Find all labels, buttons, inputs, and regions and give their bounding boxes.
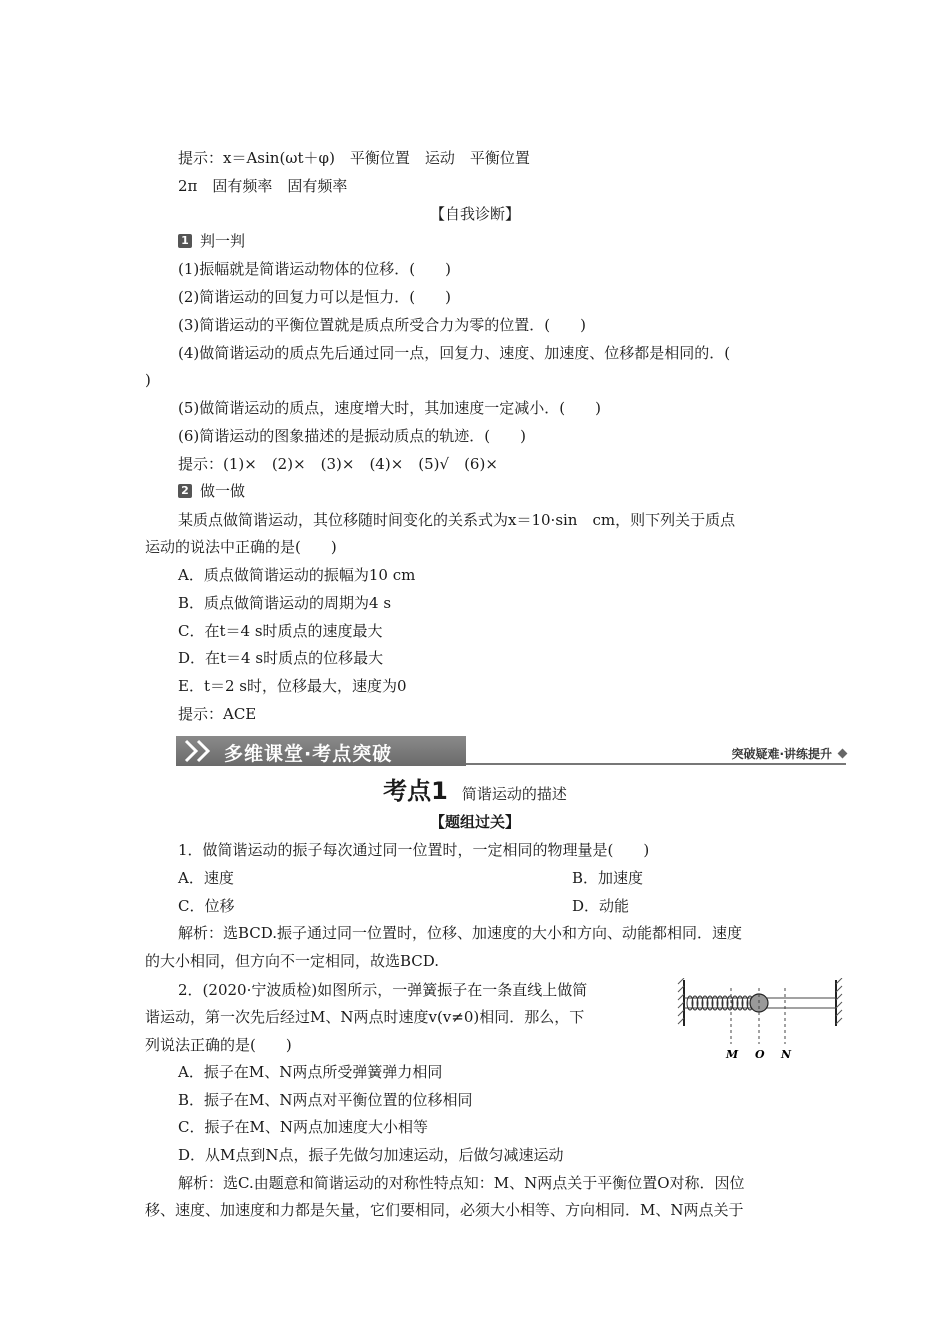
q2-analysis-2: 移、速度、加速度和力都是矢量，它们要相同，必须大小相等、方向相同．M、N两点关于 <box>145 1201 744 1219</box>
kaodian-number: 考点1 <box>383 777 448 805</box>
practice-option-b: B．质点做简谐运动的周期为4 s <box>178 594 392 612</box>
q1-stem: 1．做简谐运动的振子每次通过同一位置时，一定相同的物理量是( ) <box>178 841 650 859</box>
section-banner <box>176 736 846 766</box>
judge-item-3: (3)简谐运动的平衡位置就是质点所受合力为零的位置．( ) <box>178 316 586 334</box>
label-n: N <box>781 1048 792 1061</box>
judge-item-4: (4)做简谐运动的质点先后通过同一点，回复力、速度、加速度、位移都是相同的．( <box>178 344 731 362</box>
q2-option-a: A．振子在M、N两点所受弹簧弹力相同 <box>178 1063 443 1081</box>
practice-answer: 提示：ACE <box>178 705 257 723</box>
q1-analysis-2: 的大小相同，但方向不一定相同，故选BCD. <box>145 952 440 970</box>
section-number-1-icon: 1 <box>178 234 192 248</box>
q2-stem-3: 列说法正确的是( ) <box>145 1036 292 1054</box>
judge-item-6: (6)简谐运动的图象描述的是振动质点的轨迹．( ) <box>178 427 526 445</box>
q1-option-c: C．位移 <box>178 897 235 915</box>
q2-option-d: D．从M点到N点，振子先做匀加速运动，后做匀减速运动 <box>178 1146 564 1164</box>
part2-title: 做一做 <box>200 482 246 500</box>
practice-option-d: D．在t＝4 s时质点的位移最大 <box>178 649 384 667</box>
banner-title: 多维课堂·考点突破 <box>224 743 393 765</box>
judge-item-1: (1)振幅就是简谐运动物体的位移．( ) <box>178 260 451 278</box>
diamond-icon <box>838 749 848 759</box>
hint-line-2: 2π 固有频率 固有频率 <box>178 177 348 195</box>
practice-option-e: E．t＝2 s时，位移最大，速度为0 <box>178 677 407 695</box>
q1-option-b: B．加速度 <box>572 869 644 887</box>
judge-item-2: (2)简谐运动的回复力可以是恒力．( ) <box>178 288 451 306</box>
banner-divider <box>466 763 846 765</box>
judge-item-4-cont: ) <box>145 371 151 389</box>
banner-subtitle: 突破疑难·讲练提升 <box>731 747 832 761</box>
hint-line-1: 提示：x＝Asin(ωt＋φ) 平衡位置 运动 平衡位置 <box>178 149 530 167</box>
q1-analysis-1: 解析：选BCD.振子通过同一位置时，位移、加速度的大小和方向、动能都相同．速度 <box>178 924 743 942</box>
q2-option-c: C．振子在M、N两点加速度大小相等 <box>178 1118 428 1136</box>
practice-option-a: A．质点做简谐运动的振幅为10 cm <box>178 566 416 584</box>
q1-option-d: D．动能 <box>572 897 630 915</box>
self-diag-heading: 【自我诊断】 <box>429 205 520 223</box>
q2-stem-2: 谐运动，第一次先后经过M、N两点时速度v(v≠0)相同．那么，下 <box>145 1008 585 1026</box>
practice-option-c: C．在t＝4 s时质点的速度最大 <box>178 622 383 640</box>
practice-stem-1: 某质点做简谐运动，其位移随时间变化的关系式为x＝10·sin cm，则下列关于质点 <box>178 511 736 529</box>
q2-analysis-1: 解析：选C.由题意和简谐运动的对称性特点知：M、N两点关于平衡位置O对称．因位 <box>178 1174 745 1192</box>
practice-stem-2: 运动的说法中正确的是( ) <box>145 538 337 556</box>
spring-diagram <box>676 978 846 1064</box>
double-chevron-icon <box>182 739 222 763</box>
judge-item-5: (5)做简谐运动的质点，速度增大时，其加速度一定减小．( ) <box>178 399 601 417</box>
label-o: O <box>755 1048 765 1061</box>
part1-title: 判一判 <box>200 232 246 250</box>
q2-option-b: B．振子在M、N两点对平衡位置的位移相同 <box>178 1091 473 1109</box>
kaodian-heading <box>0 776 950 809</box>
label-m: M <box>726 1048 739 1061</box>
spring-oscillator-figure <box>676 978 846 1064</box>
q1-option-a: A．速度 <box>178 869 234 887</box>
group-heading: 【题组过关】 <box>429 813 520 831</box>
kaodian-topic: 简谐运动的描述 <box>461 785 567 803</box>
section-number-2-icon: 2 <box>178 484 192 498</box>
judge-answer: 提示：(1)× (2)× (3)× (4)× (5)√ (6)× <box>178 455 498 473</box>
q2-stem-1: 2．(2020·宁波质检)如图所示，一弹簧振子在一条直线上做简 <box>178 981 588 999</box>
